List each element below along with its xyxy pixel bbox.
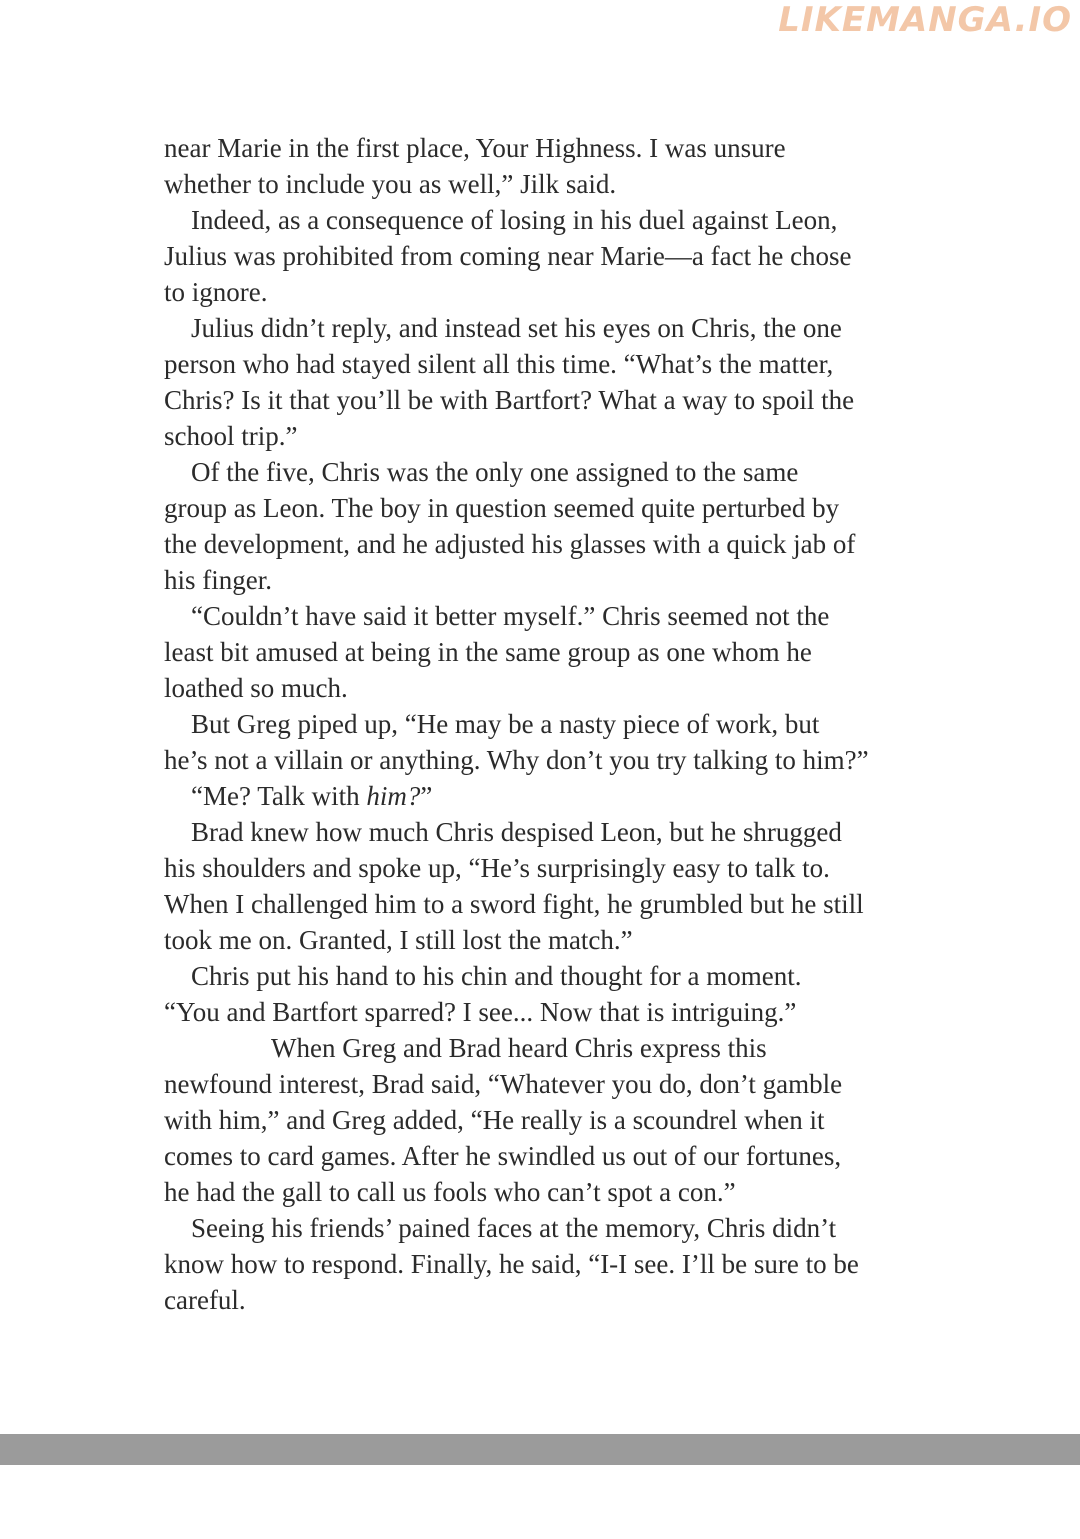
text-line: Seeing his friends’ pained faces at the memory, Chris didn’t [191,1213,837,1243]
text-line: But Greg piped up, “He may be a nasty piece of work, but [191,709,820,739]
text-line: careful. [164,1285,246,1315]
page-divider-bar [0,1434,1080,1465]
text-line: Of the five, Chris was the only one assigned to the same [191,457,799,487]
text-line: he’s not a villain or anything. Why don’t you try talking to him?” [164,745,869,775]
text-line: his finger. [164,565,272,595]
text-line: Julius was prohibited from coming near Marie—a fact he chose [164,241,852,271]
text-line: group as Leon. The boy in question seemed quite perturbed by [164,493,840,523]
text-line: least bit amused at being in the same group as one whom he [164,637,812,667]
text-line: loathed so much. [164,673,348,703]
document-body [164,130,924,1318]
text-line: Brad knew how much Chris despised Leon, but he shrugged [191,817,842,847]
text-line: newfound interest, Brad said, “Whatever you do, don’t gamble [164,1069,843,1099]
text-line: person who had stayed silent all this time. “What’s the matter, [164,349,834,379]
text-line: When Greg and Brad heard Chris express this [271,1033,767,1063]
text-line: took me on. Granted, I still lost the match.” [164,925,633,955]
text-line: school trip.” [164,421,298,451]
text-line: know how to respond. Finally, he said, “I-I see. I’ll be sure to be [164,1249,859,1279]
watermark-logo: LIKEMANGA.IO [778,0,1072,40]
text-line: comes to card games. After he swindled us out of our fortunes, [164,1141,842,1171]
text-line: Chris put his hand to his chin and thought for a moment. [191,961,802,991]
text-line: “Couldn’t have said it better myself.” Chris seemed not the [191,601,830,631]
text-line: When I challenged him to a sword fight, he grumbled but he still [164,889,864,919]
text-line: “You and Bartfort sparred? I see... Now that is intriguing.” [164,997,797,1027]
text-line: Chris? Is it that you’ll be with Bartfort? What a way to spoil the [164,385,855,415]
text-line: he had the gall to call us fools who can’t spot a con.” [164,1177,736,1207]
text-line: to ignore. [164,277,268,307]
text-line: Indeed, as a consequence of losing in his duel against Leon, [191,205,838,235]
text-line: the development, and he adjusted his glasses with a quick jab of [164,529,856,559]
text-line: his shoulders and spoke up, “He’s surprisingly easy to talk to. [164,853,830,883]
text-line: whether to include you as well,” Jilk said. [164,169,617,199]
text-line: with him,” and Greg added, “He really is a scoundrel when it [164,1105,825,1135]
text-line: Julius didn’t reply, and instead set his eyes on Chris, the one [191,313,842,343]
text-line: near Marie in the first place, Your Highness. I was unsure [164,133,786,163]
text-line: “Me? Talk with him?” [191,781,433,811]
